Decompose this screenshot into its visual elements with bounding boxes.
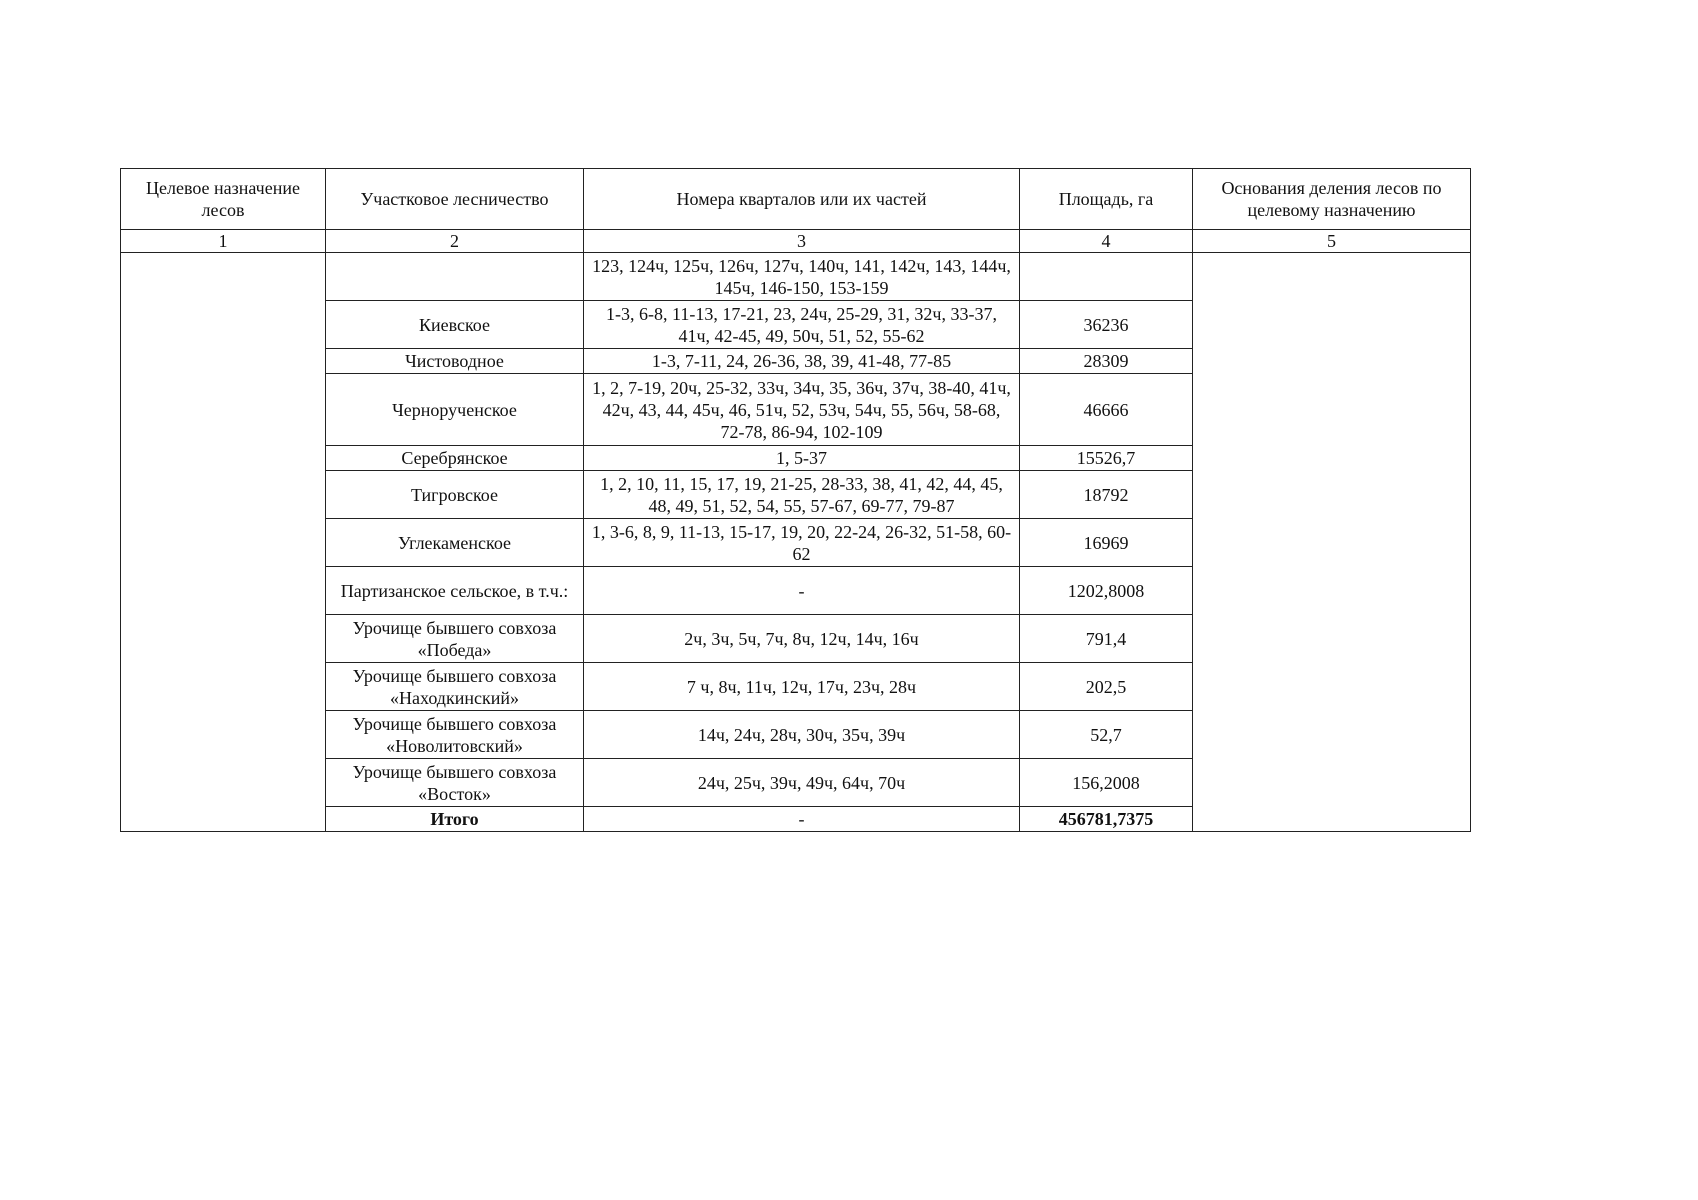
column-number: 2 xyxy=(326,230,584,253)
column-number-row xyxy=(121,230,1471,253)
forestry-cell xyxy=(326,253,584,301)
table-row xyxy=(121,253,1471,301)
forestry-cell: Чистоводное xyxy=(326,349,584,374)
area-cell: 18792 xyxy=(1020,471,1193,519)
column-number: 1 xyxy=(121,230,326,253)
area-cell: 156,2008 xyxy=(1020,759,1193,807)
basis-cell xyxy=(1193,253,1471,832)
quarters-cell: - xyxy=(584,567,1020,615)
area-cell: 28309 xyxy=(1020,349,1193,374)
area-cell: 36236 xyxy=(1020,301,1193,349)
column-number: 5 xyxy=(1193,230,1471,253)
forest-allocation-table xyxy=(120,168,1471,832)
quarters-cell: 1, 3-6, 8, 9, 11-13, 15-17, 19, 20, 22-24, 26-32, 51-58, 60-62 xyxy=(584,519,1020,567)
column-number: 4 xyxy=(1020,230,1193,253)
forestry-cell: Тигровское xyxy=(326,471,584,519)
forestry-cell: Чернорученское xyxy=(326,374,584,446)
quarters-cell: 14ч, 24ч, 28ч, 30ч, 35ч, 39ч xyxy=(584,711,1020,759)
quarters-cell: 2ч, 3ч, 5ч, 7ч, 8ч, 12ч, 14ч, 16ч xyxy=(584,615,1020,663)
total-label: Итого xyxy=(326,807,584,832)
header-area: Площадь, га xyxy=(1020,169,1193,230)
forestry-cell: Урочище бывшего совхоза «Восток» xyxy=(326,759,584,807)
header-basis: Основания деления лесов по целевому назначению xyxy=(1193,169,1471,230)
quarters-cell: 1, 5-37 xyxy=(584,446,1020,471)
quarters-cell: 1-3, 6-8, 11-13, 17-21, 23, 24ч, 25-29, 31, 32ч, 33-37, 41ч, 42-45, 49, 50ч, 51, 52, 55-62 xyxy=(584,301,1020,349)
forestry-cell: Киевское xyxy=(326,301,584,349)
forestry-cell: Урочище бывшего совхоза «Новолитовский» xyxy=(326,711,584,759)
area-cell xyxy=(1020,253,1193,301)
header-purpose: Целевое назначение лесов xyxy=(121,169,326,230)
forestry-cell: Серебрянское xyxy=(326,446,584,471)
area-cell: 15526,7 xyxy=(1020,446,1193,471)
area-cell: 16969 xyxy=(1020,519,1193,567)
area-cell: 46666 xyxy=(1020,374,1193,446)
quarters-cell: 1, 2, 7-19, 20ч, 25-32, 33ч, 34ч, 35, 36ч, 37ч, 38-40, 41ч, 42ч, 43, 44, 45ч, 46, 51ч, 52, 53ч, 54ч, 55, 56ч, 58-68, 72-78, 86-94, 102-109 xyxy=(584,374,1020,446)
area-cell: 202,5 xyxy=(1020,663,1193,711)
header-row xyxy=(121,169,1471,230)
area-cell: 791,4 xyxy=(1020,615,1193,663)
quarters-cell: 7 ч, 8ч, 11ч, 12ч, 17ч, 23ч, 28ч xyxy=(584,663,1020,711)
area-cell: 1202,8008 xyxy=(1020,567,1193,615)
header-quarters: Номера кварталов или их частей xyxy=(584,169,1020,230)
quarters-cell: 24ч, 25ч, 39ч, 49ч, 64ч, 70ч xyxy=(584,759,1020,807)
column-number: 3 xyxy=(584,230,1020,253)
area-cell: 52,7 xyxy=(1020,711,1193,759)
purpose-cell xyxy=(121,253,326,832)
quarters-cell: 1-3, 7-11, 24, 26-36, 38, 39, 41-48, 77-85 xyxy=(584,349,1020,374)
total-area: 456781,7375 xyxy=(1020,807,1193,832)
quarters-cell: 123, 124ч, 125ч, 126ч, 127ч, 140ч, 141, 142ч, 143, 144ч, 145ч, 146-150, 153-159 xyxy=(584,253,1020,301)
forestry-cell: Урочище бывшего совхоза «Победа» xyxy=(326,615,584,663)
forestry-cell: Урочище бывшего совхоза «Находкинский» xyxy=(326,663,584,711)
forestry-cell: Углекаменское xyxy=(326,519,584,567)
header-forestry: Участковое лесничество xyxy=(326,169,584,230)
total-quarters: - xyxy=(584,807,1020,832)
forestry-cell: Партизанское сельское, в т.ч.: xyxy=(326,567,584,615)
quarters-cell: 1, 2, 10, 11, 15, 17, 19, 21-25, 28-33, 38, 41, 42, 44, 45, 48, 49, 51, 52, 54, 55, 57-67, 69-77, 79-87 xyxy=(584,471,1020,519)
